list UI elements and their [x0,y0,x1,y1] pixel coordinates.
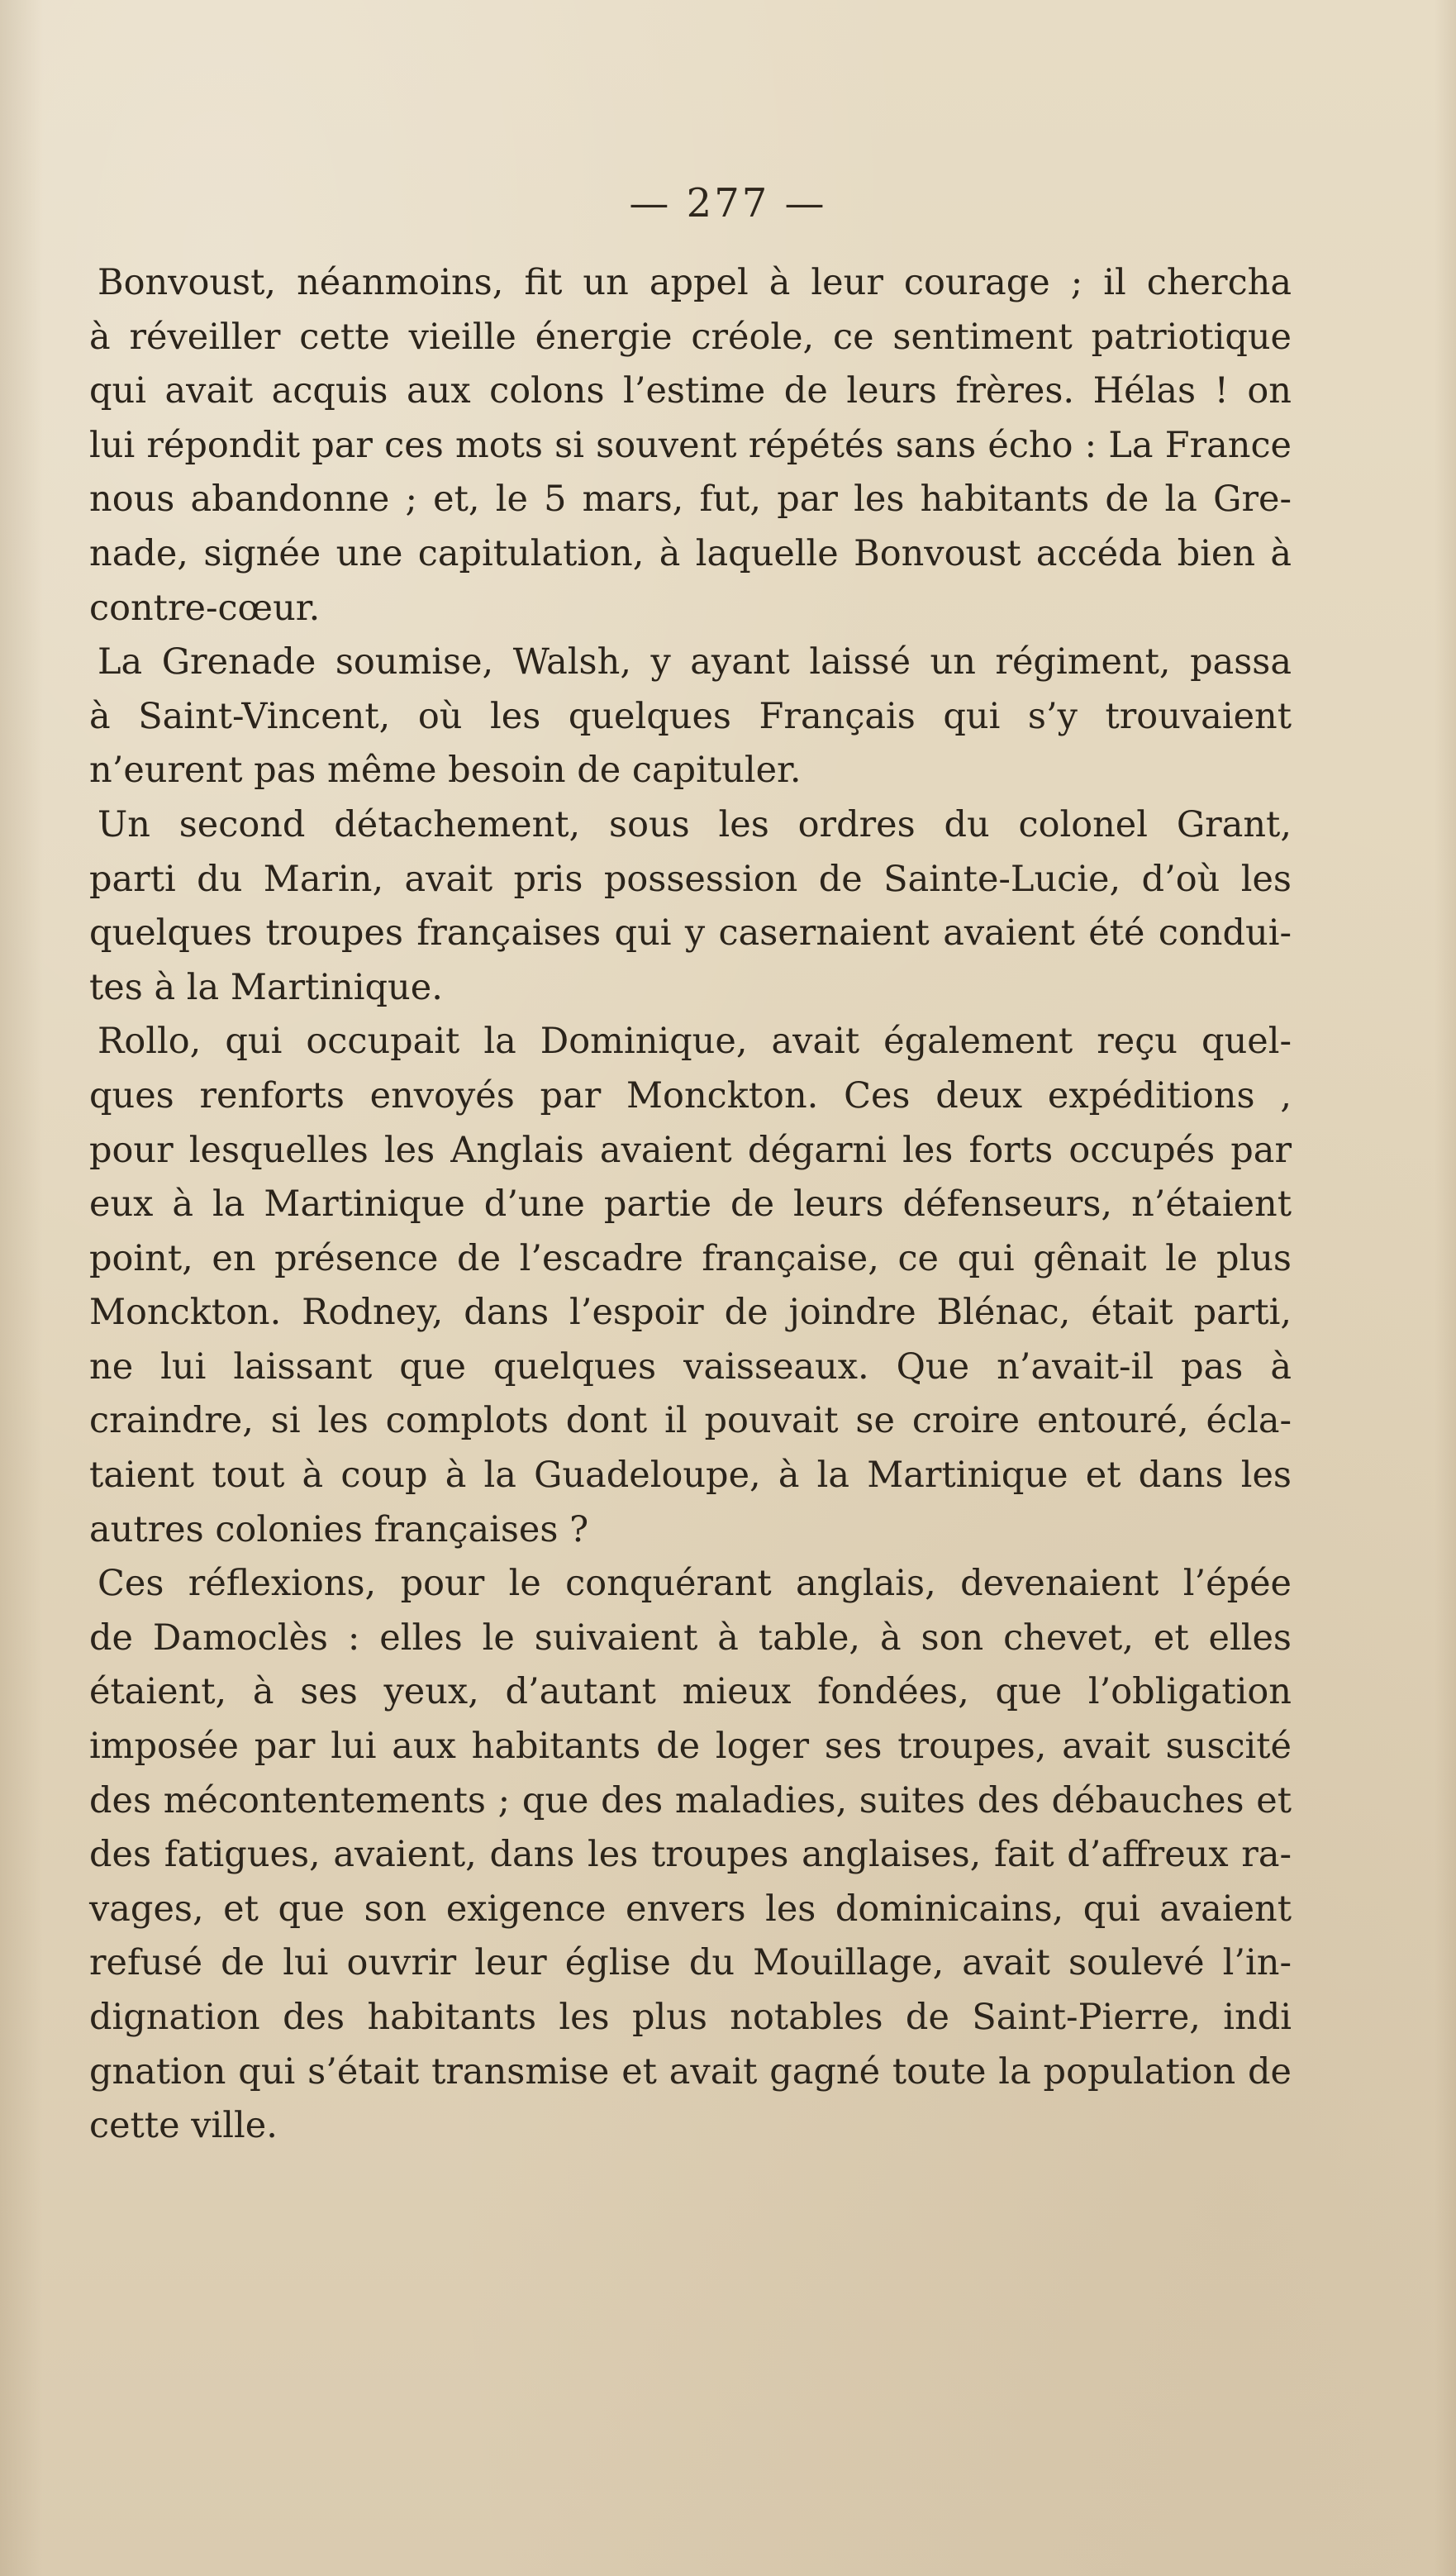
text-line: dignation des habitants les plus notables de Saint-Pierre, indi [89,1997,1292,2038]
text-line: lui répondit par ces mots si souvent répétés sans écho : La France [89,424,1292,466]
text-line: craindre, si les complots dont il pouvait se croire entouré, écla- [89,1400,1292,1442]
text-line: La Grenade soumise, Walsh, y ayant laissé un régiment, passa [98,641,1292,683]
text-line: tes à la Martinique. [89,966,443,1008]
text-line: Bonvoust, néanmoins, fit un appel à leur courage ; il chercha [98,262,1292,303]
text-line: de Damoclès : elles le suivaient à table, à son chevet, et elles [89,1617,1292,1659]
text-line: nous abandonne ; et, le 5 mars, fut, par les habitants de la Gre- [89,479,1292,521]
text-line: ques renforts envoyés par Monckton. Ces deux expéditions , [89,1074,1292,1117]
text-line: cette ville. [89,2105,278,2147]
text-line: quelques troupes françaises qui y casernaient avaient été condui- [89,912,1292,955]
text-line: à réveiller cette vieille énergie créole, ce sentiment patriotique [89,316,1292,358]
text-line: Monckton. Rodney, dans l’espoir de joindre Blénac, était parti, [89,1292,1292,1334]
text-line: refusé de lui ouvrir leur église du Mouillage, avait soulevé l’in- [89,1942,1292,1984]
text-line: autres colonies françaises ? [89,1508,589,1550]
text-line: taient tout à coup à la Guadeloupe, à la Martinique et dans les [89,1455,1292,1497]
body-text [89,256,1292,2154]
text-line: parti du Marin, avait pris possession de Sainte-Lucie, d’où les [89,858,1292,900]
text-line: point, en présence de l’escadre française, ce qui gênait le plus [89,1237,1292,1279]
text-line: gnation qui s’était transmise et avait gagné toute la population de [89,2050,1292,2093]
text-line: vages, et que son exigence envers les dominicains, qui avaient [89,1888,1292,1930]
text-line: eux à la Martinique d’une partie de leurs défenseurs, n’étaient [89,1183,1292,1226]
text-line: imposée par lui aux habitants de loger ses troupes, avait suscité [89,1726,1292,1768]
text-line: nade, signée une capitulation, à laquelle Bonvoust accéda bien à [89,532,1292,574]
text-line: Un second détachement, sous les ordres du colonel Grant, [98,803,1292,845]
text-line: pour lesquelles les Anglais avaient dégarni les forts occupés par [89,1129,1292,1171]
text-line: des fatigues, avaient, dans les troupes anglaises, fait d’affreux ra- [89,1834,1292,1876]
text-line: à Saint-Vincent, où les quelques Français qui s’y trouvaient [89,695,1292,737]
text-line: qui avait acquis aux colons l’estime de leurs frères. Hélas ! on [89,370,1292,412]
text-line: étaient, à ses yeux, d’autant mieux fondées, que l’obligation [89,1671,1292,1713]
text-line: des mécontentements ; que des maladies, suites des débauches et [89,1779,1292,1821]
text-line: Ces réflexions, pour le conquérant anglais, devenaient l’épée [98,1563,1292,1605]
text-line: n’eurent pas même besoin de capituler. [89,750,802,792]
text-line: Rollo, qui occupait la Dominique, avait également reçu quel- [98,1021,1292,1063]
page-number: — 277 — [629,180,827,226]
text-line: ne lui laissant que quelques vaisseaux. Que n’avait-il pas à [89,1345,1292,1388]
text-line: contre-cœur. [89,587,321,629]
